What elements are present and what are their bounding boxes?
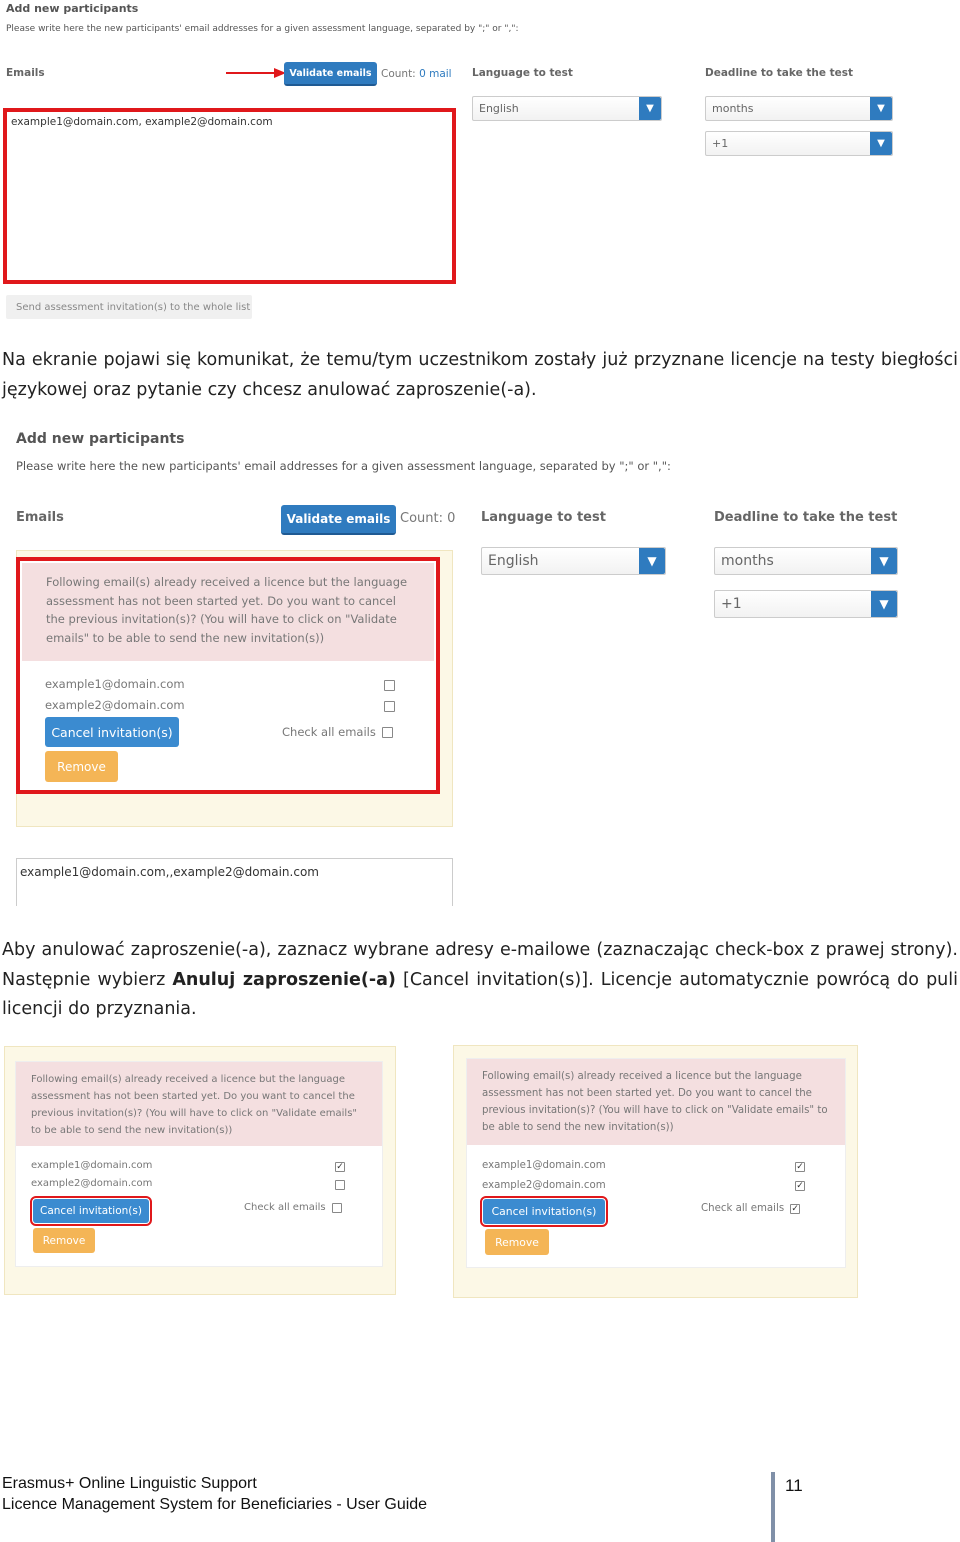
deadline-unit-select[interactable] bbox=[705, 96, 893, 121]
deadline-value: +1 bbox=[712, 137, 729, 150]
checkmark-icon: ✓ bbox=[336, 1162, 344, 1172]
email-checkbox-1[interactable] bbox=[795, 1162, 805, 1172]
language-select-value: English bbox=[479, 102, 519, 115]
warning-message: Following email(s) already received a licence but the language assessment has not been started yet. Do you want to cancel the previous invitation(s)? (You will have to click on "Validate emails" to be able to send the new invitation(s)) bbox=[16, 1062, 382, 1146]
validate-emails-button[interactable]: Validate emails bbox=[284, 62, 377, 86]
page-number: 11 bbox=[785, 1476, 803, 1495]
email-checkbox-1[interactable] bbox=[384, 680, 395, 691]
email-checkbox-2[interactable] bbox=[795, 1181, 805, 1191]
check-all-label: Check all emails bbox=[282, 725, 376, 739]
warning-highlight bbox=[16, 557, 440, 794]
cancel-invitations-button[interactable]: Cancel invitation(s) bbox=[483, 1199, 605, 1224]
email-item-2: example2@domain.com bbox=[45, 698, 185, 712]
email-count: Count: 0 bbox=[400, 511, 456, 526]
warning-message: Following email(s) already received a licence but the language assessment has not been started yet. Do you want to cancel the previous invitation(s)? (You will have to click on "Validate emails" to be able to send the new invitation(s)) bbox=[22, 563, 434, 661]
emails-label: Emails bbox=[16, 510, 64, 525]
check-all-emails[interactable] bbox=[701, 1203, 800, 1214]
emails-textarea-value: example1@domain.com,,example2@domain.com bbox=[20, 865, 319, 879]
paragraph-2 bbox=[2, 936, 958, 1025]
right-arrow-icon bbox=[224, 66, 288, 80]
deadline-unit-value: months bbox=[721, 553, 774, 569]
remove-button[interactable]: Remove bbox=[33, 1228, 95, 1253]
screenshot-1 bbox=[0, 0, 960, 325]
deadline-value-select[interactable] bbox=[714, 590, 898, 618]
check-all-checkbox[interactable] bbox=[382, 727, 393, 738]
warning-message: Following email(s) already received a licence but the language assessment has not been started yet. Do you want to cancel the previous invitation(s)? (You will have to click on "Validate emails" to be able to send the new invitation(s)) bbox=[467, 1059, 845, 1145]
screenshot-2 bbox=[0, 425, 960, 907]
checkmark-icon: ✓ bbox=[791, 1203, 799, 1214]
paragraph-2-part2: [Cancel invitation(s)]. Licencje automatycznie powrócą do puli licencji do przyznania. bbox=[2, 969, 958, 1019]
footer-line-2: Licence Management System for Beneficiaries - User Guide bbox=[2, 1496, 428, 1513]
footer-line-1: Erasmus+ Online Linguistic Support bbox=[2, 1475, 257, 1492]
chevron-down-icon: ▼ bbox=[871, 591, 897, 617]
cancel-invitations-button[interactable]: Cancel invitation(s) bbox=[33, 1199, 149, 1223]
language-select-value: English bbox=[488, 553, 539, 569]
page-subtitle: Please write here the new participants' email addresses for a given assessment language, separated by ";" or ",": bbox=[6, 24, 519, 34]
check-all-checkbox[interactable] bbox=[790, 1204, 800, 1214]
checkmark-icon: ✓ bbox=[796, 1181, 804, 1191]
paragraph-2-part1: Aby anulować zaproszenie(-a), zaznacz wybrane adresy e-mailowe (zaznaczając check-box z prawej strony). Następnie wybierz bbox=[2, 940, 958, 990]
chevron-down-icon: ▼ bbox=[870, 97, 892, 120]
warning-box bbox=[466, 1058, 846, 1268]
deadline-unit-select[interactable] bbox=[714, 547, 898, 575]
check-all-label: Check all emails bbox=[701, 1203, 785, 1214]
deadline-value-select[interactable] bbox=[705, 131, 893, 156]
checkmark-icon: ✓ bbox=[796, 1162, 804, 1172]
emails-textarea[interactable] bbox=[16, 858, 453, 906]
screenshot-4 bbox=[453, 1045, 858, 1298]
language-label: Language to test bbox=[472, 67, 573, 79]
count-value: 0 mail bbox=[419, 68, 452, 80]
send-invitations-button[interactable]: Send assessment invitation(s) to the whole list bbox=[6, 295, 252, 319]
deadline-value: +1 bbox=[721, 596, 742, 612]
deadline-unit-value: months bbox=[712, 102, 754, 115]
deadline-label: Deadline to take the test bbox=[705, 67, 854, 79]
chevron-down-icon: ▼ bbox=[639, 97, 661, 120]
emails-label: Emails bbox=[6, 67, 45, 79]
email-count bbox=[381, 68, 452, 80]
page-subtitle: Please write here the new participants' email addresses for a given assessment language, separated by ";" or ",": bbox=[16, 459, 671, 473]
email-item-1: example1@domain.com bbox=[31, 1160, 153, 1171]
footer bbox=[2, 1473, 427, 1515]
cancel-invitations-button[interactable]: Cancel invitation(s) bbox=[45, 717, 179, 747]
paragraph-2-bold: Anuluj zaproszenie(-a) bbox=[172, 969, 396, 990]
emails-textarea[interactable] bbox=[3, 108, 456, 284]
paragraph-1: Na ekranie pojawi się komunikat, że temu/tym uczestnikom zostały już przyznane licencje na testy biegłości językowej oraz pytanie czy chcesz anulować zaproszenie(-a). bbox=[2, 350, 958, 400]
chevron-down-icon: ▼ bbox=[870, 132, 892, 155]
email-checkbox-2[interactable] bbox=[384, 701, 395, 712]
page-title: Add new participants bbox=[16, 431, 185, 447]
page-title: Add new participants bbox=[6, 2, 139, 15]
language-label: Language to test bbox=[481, 510, 606, 525]
language-select[interactable] bbox=[481, 547, 666, 575]
email-item-2: example2@domain.com bbox=[482, 1180, 606, 1191]
footer-divider bbox=[771, 1472, 775, 1542]
deadline-label: Deadline to take the test bbox=[714, 510, 898, 525]
remove-button[interactable]: Remove bbox=[45, 751, 118, 782]
chevron-down-icon: ▼ bbox=[639, 548, 665, 574]
email-item-1: example1@domain.com bbox=[482, 1160, 606, 1171]
email-checkbox-2[interactable] bbox=[335, 1180, 345, 1190]
chevron-down-icon: ▼ bbox=[871, 548, 897, 574]
check-all-label: Check all emails bbox=[244, 1202, 326, 1213]
screenshot-3 bbox=[4, 1046, 396, 1295]
check-all-emails[interactable] bbox=[282, 725, 393, 739]
email-item-2: example2@domain.com bbox=[31, 1178, 153, 1189]
email-checkbox-1[interactable] bbox=[335, 1162, 345, 1172]
count-prefix: Count: bbox=[381, 68, 416, 80]
check-all-checkbox[interactable] bbox=[332, 1203, 342, 1213]
warning-box bbox=[15, 1061, 383, 1267]
language-select[interactable] bbox=[472, 96, 662, 121]
validate-emails-button[interactable]: Validate emails bbox=[281, 505, 396, 535]
email-item-1: example1@domain.com bbox=[45, 677, 185, 691]
emails-textarea-value: example1@domain.com, example2@domain.com bbox=[11, 116, 273, 128]
remove-button[interactable]: Remove bbox=[485, 1229, 549, 1255]
check-all-emails[interactable] bbox=[244, 1202, 342, 1213]
